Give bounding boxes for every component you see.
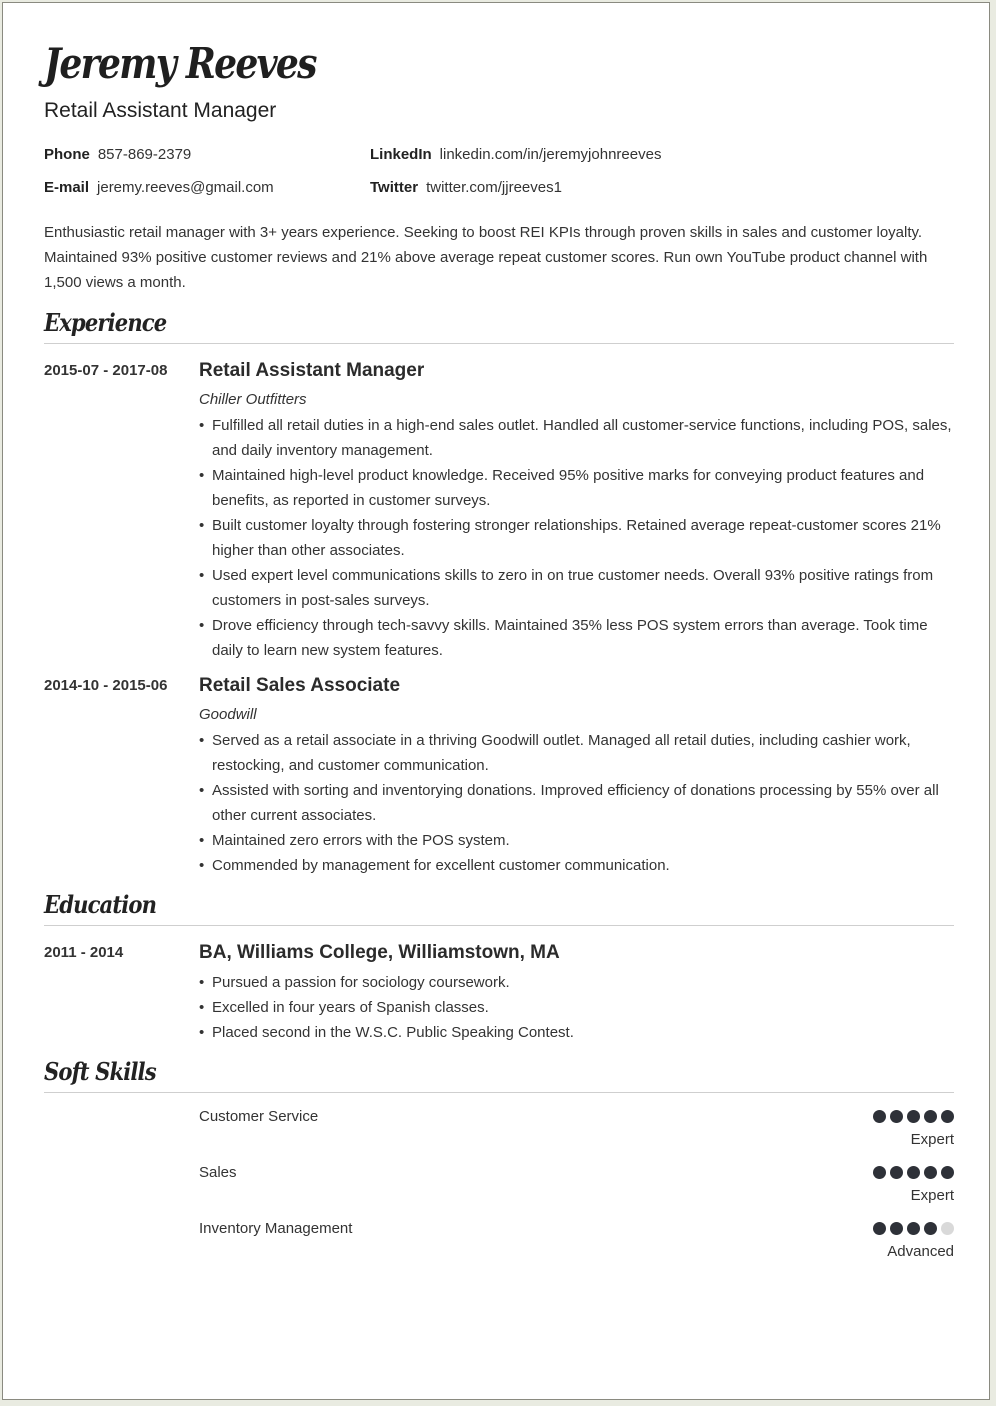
job-1-company: Chiller Outfitters	[199, 391, 307, 408]
rating-dot-filled	[924, 1166, 937, 1179]
rating-dot-filled	[890, 1166, 903, 1179]
rating-dot-filled	[907, 1222, 920, 1235]
rating-dot-filled	[890, 1222, 903, 1235]
contact-phone	[44, 146, 191, 163]
email-value[interactable]: jeremy.reeves@gmail.com	[97, 179, 274, 196]
skill-row-inventory-management	[199, 1220, 954, 1270]
job-2-company: Goodwill	[199, 706, 257, 723]
skill-row-customer-service	[199, 1108, 954, 1158]
rating-dot-empty	[941, 1222, 954, 1235]
job-2-title: Retail Sales Associate	[199, 675, 401, 696]
list-item: • Pursued a passion for sociology coursework.	[199, 970, 954, 995]
list-item: • Served as a retail associate in a thriving Goodwill outlet. Managed all retail duties, including cashier work, restocking, and customer communication.	[199, 728, 954, 778]
rating-dot-filled	[941, 1166, 954, 1179]
education-dates: 2011 - 2014	[44, 944, 124, 961]
skill-level: Expert	[910, 1131, 954, 1148]
phone-label: Phone	[44, 146, 90, 163]
skill-name: Sales	[199, 1164, 237, 1181]
rating-dot-filled	[873, 1222, 886, 1235]
skills-heading-text: Soft Skills	[44, 1057, 156, 1086]
list-item: • Built customer loyalty through fostering stronger relationships. Retained average repeat-customer scores 21% higher than other associates.	[199, 513, 954, 563]
skill-rating	[873, 1222, 954, 1235]
skill-name: Inventory Management	[199, 1220, 353, 1237]
education-degree: BA, Williams College, Williamstown, MA	[199, 942, 560, 963]
twitter-label: Twitter	[370, 179, 419, 196]
list-item: • Commended by management for excellent customer communication.	[199, 853, 954, 878]
rating-dot-filled	[873, 1110, 886, 1123]
skill-level: Advanced	[887, 1243, 954, 1260]
skill-rating	[873, 1166, 954, 1179]
contact-linkedin	[370, 146, 661, 163]
experience-heading-text: Experience	[44, 308, 167, 337]
job-1-title: Retail Assistant Manager	[199, 360, 425, 381]
twitter-value[interactable]: twitter.com/jjreeves1	[426, 179, 562, 196]
contact-email	[44, 179, 274, 196]
rating-dot-filled	[941, 1110, 954, 1123]
job-2-bullets	[199, 728, 954, 878]
candidate-title: Retail Assistant Manager	[44, 99, 277, 122]
list-item: • Excelled in four years of Spanish classes.	[199, 995, 954, 1020]
skill-rating	[873, 1110, 954, 1123]
list-item: • Maintained zero errors with the POS system.	[199, 828, 954, 853]
skills-heading	[44, 1057, 954, 1093]
skill-row-sales	[199, 1164, 954, 1214]
rating-dot-filled	[907, 1110, 920, 1123]
education-heading	[44, 890, 954, 926]
rating-dot-filled	[873, 1166, 886, 1179]
linkedin-value[interactable]: linkedin.com/in/jeremyjohnreeves	[439, 146, 662, 163]
education-bullets	[199, 970, 954, 1045]
rating-dot-filled	[907, 1166, 920, 1179]
list-item: • Fulfilled all retail duties in a high-end sales outlet. Handled all customer-service functions, including POS, sales, and daily inventory management.	[199, 413, 954, 463]
list-item: • Assisted with sorting and inventorying donations. Improved efficiency of donations processing by 55% over all other current associates.	[199, 778, 954, 828]
resume-page	[2, 2, 990, 1400]
job-1-dates: 2015-07 - 2017-08	[44, 362, 168, 379]
linkedin-label: LinkedIn	[370, 146, 432, 163]
rating-dot-filled	[924, 1222, 937, 1235]
skill-name: Customer Service	[199, 1108, 319, 1125]
job-1-bullets	[199, 413, 954, 663]
skill-level: Expert	[910, 1187, 954, 1204]
experience-heading	[44, 308, 954, 344]
profile-summary: Enthusiastic retail manager with 3+ years experience. Seeking to boost REI KPIs through proven skills in sales and customer loyalty. Maintained 93% positive customer reviews and 21% above average repeat customer scores. Run own YouTube product channel with 1,500 views a month.	[44, 224, 928, 291]
candidate-name: Jeremy Reeves	[44, 39, 316, 88]
contact-twitter	[370, 179, 562, 196]
list-item: • Placed second in the W.S.C. Public Speaking Contest.	[199, 1020, 954, 1045]
list-item: • Used expert level communications skills to zero in on true customer needs. Overall 93% positive ratings from customers in post-sales surveys.	[199, 563, 954, 613]
rating-dot-filled	[924, 1110, 937, 1123]
list-item: • Drove efficiency through tech-savvy skills. Maintained 35% less POS system errors than average. Took time daily to learn new system features.	[199, 613, 954, 663]
email-label: E-mail	[44, 179, 90, 196]
job-2-dates: 2014-10 - 2015-06	[44, 677, 168, 694]
rating-dot-filled	[890, 1110, 903, 1123]
list-item: • Maintained high-level product knowledge. Received 95% positive marks for conveying product features and benefits, as reported in customer surveys.	[199, 463, 954, 513]
phone-value: 857-869-2379	[97, 146, 192, 163]
education-heading-text: Education	[44, 890, 157, 919]
